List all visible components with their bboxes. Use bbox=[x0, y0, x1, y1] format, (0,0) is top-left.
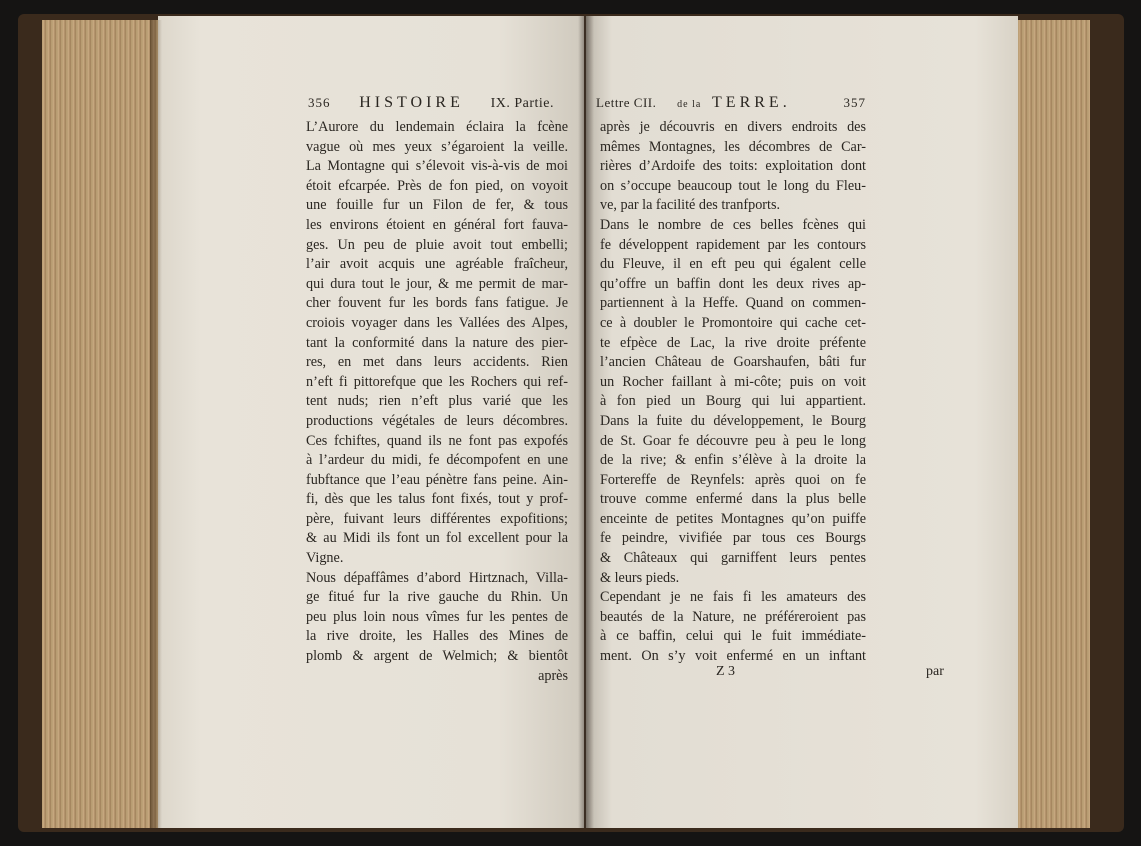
text-line: qu’offre un baffin dont les deux rives ap- bbox=[600, 275, 866, 292]
text-line: mêmes Montagnes, les décombres de Car- bbox=[600, 138, 866, 155]
text-line: étoit efcarpée. Près de fon pied, on voyoit bbox=[306, 177, 568, 194]
text-line: beautés de la Nature, ne préféreroient pas bbox=[600, 608, 866, 625]
text-line: croiois voyager dans les Vallées des Alpes, bbox=[306, 314, 568, 331]
text-line: Cependant je ne fais fi les amateurs des bbox=[600, 589, 866, 606]
text-line: Ces fchiftes, quand ils ne font pas expofés bbox=[306, 432, 568, 449]
text-line: vague où mes yeux s’égaroient la veille. bbox=[306, 138, 568, 155]
text-line: après bbox=[538, 667, 568, 684]
text-line: fe développent rapidement par les contours bbox=[600, 236, 866, 253]
text-line: cher fouvent fur les bords fans fatigue. Je bbox=[306, 295, 568, 312]
right-running-title: TERRE. bbox=[712, 94, 791, 111]
text-line: tent nuds; rien n’eft plus varié que les bbox=[306, 393, 568, 410]
text-line: tant la conformité dans la nature des pier- bbox=[306, 334, 568, 351]
text-line: l’ancien Château de Goarshaufen, bâti fur bbox=[600, 354, 866, 371]
right-running-small: de la bbox=[677, 99, 702, 110]
text-line: les environs étoient en général fort fauva- bbox=[306, 216, 568, 233]
text-line: à l’ardeur du midi, fe décompofent en une bbox=[306, 452, 568, 469]
left-body-text bbox=[306, 118, 568, 686]
text-line: fubftance que l’eau pénètre fans peine. Ain- bbox=[306, 471, 568, 488]
text-line: de St. Goar fe découvre peu à peu le long bbox=[600, 432, 866, 449]
signature-mark: Z 3 bbox=[716, 664, 736, 679]
text-line: res, en met dans leurs accidents. Rien bbox=[306, 354, 568, 371]
left-page bbox=[158, 16, 584, 828]
text-line: un Rocher faillant à mi-côte; puis on voit bbox=[600, 373, 866, 390]
text-line: enceinte de petites Montagnes qu’on puiffe bbox=[600, 510, 866, 527]
text-line: la rive droite, les Halles des Mines de bbox=[306, 628, 568, 645]
text-line: après je découvris en divers endroits des bbox=[600, 119, 866, 135]
text-line: Vigne. bbox=[306, 550, 344, 567]
left-page-edges bbox=[42, 20, 160, 828]
text-line: Fortereffe de Reynfels: après quoi on fe bbox=[600, 471, 866, 488]
text-line: Dans le nombre de ces belles fcènes qui bbox=[600, 216, 866, 233]
text-line: n’eft fi pittorefque que les Rochers qui ref- bbox=[306, 373, 568, 390]
text-line: une fouille fur un Filon de fer, & tous bbox=[306, 197, 568, 214]
text-line: trouve comme enfermé dans la plus belle bbox=[600, 491, 866, 508]
text-line: père, fuivant leurs différentes expofitions; bbox=[306, 510, 568, 527]
text-line: du Fleuve, il en eft peu qui égalent celle bbox=[600, 256, 866, 273]
text-line: ge fitué fur la rive gauche du Rhin. Un bbox=[306, 589, 568, 606]
right-letter-label: Lettre CII. bbox=[596, 95, 657, 110]
text-line: Nous dépaffâmes d’abord Hirtznach, Villa- bbox=[306, 569, 568, 586]
text-line: qui dura tout le jour, & me permit de mar- bbox=[306, 275, 568, 292]
text-line: ment. On s’y voit enfermé en un inftant bbox=[600, 648, 866, 665]
text-line: ve, par la facilité des tranfports. bbox=[600, 197, 781, 214]
text-line: & Châteaux qui garniffent leurs pentes bbox=[600, 550, 866, 567]
text-line: La Montagne qui s’élevoit vis-à-vis de moi bbox=[306, 158, 568, 175]
text-line: te efpèce de Lac, la rive droite préfente bbox=[600, 334, 866, 351]
text-line: on s’occupe beaucoup tout le long du Fleu- bbox=[600, 177, 866, 194]
left-part-label: IX. Partie. bbox=[490, 96, 555, 111]
left-page-number: 356 bbox=[308, 95, 331, 110]
text-line: & leurs pieds. bbox=[600, 569, 680, 586]
right-page bbox=[586, 16, 1018, 828]
text-line: & au Midi ils font un fol excellent pour la bbox=[306, 530, 568, 547]
text-line: ges. Un peu de pluie avoit tout embelli; bbox=[306, 236, 568, 253]
text-line: à ce baffin, celui qui le fuit immédiate- bbox=[600, 628, 866, 645]
left-edge-shadow bbox=[150, 20, 162, 828]
text-line: partiennent à la Heffe. Quand on commen- bbox=[600, 295, 866, 312]
text-line: de la rive; & enfin s’élève à la droite la bbox=[600, 452, 866, 469]
text-line: fe peindre, vivifiée par tous ces Bourgs bbox=[600, 530, 866, 547]
text-line: fi, dès que les talus font fixés, tout y prof- bbox=[306, 491, 568, 508]
text-line: ce à doubler le Promontoire qui cache cet- bbox=[600, 314, 866, 331]
right-page-number: 357 bbox=[843, 95, 866, 110]
text-line: rières d’Ardoife des toits: exploitation dont bbox=[600, 158, 866, 175]
catchword: par bbox=[926, 664, 944, 679]
text-line: L’Aurore du lendemain éclaira la fcène bbox=[306, 119, 568, 135]
text-line: productions végétales de leurs décombres. bbox=[306, 412, 568, 429]
text-line: à fon pied un Bourg qui lui appartient. bbox=[600, 393, 866, 410]
text-line: l’air avoit acquis une agréable fraîcheur, bbox=[306, 256, 568, 273]
book-gutter bbox=[578, 16, 594, 828]
right-running-head bbox=[596, 94, 1006, 112]
text-line: peu plus loin nous vîmes fur les pentes de bbox=[306, 608, 568, 625]
right-page-edges bbox=[1018, 20, 1090, 828]
text-line: plomb & argent de Welmich; & bientôt bbox=[306, 648, 568, 665]
left-running-title: HISTOIRE bbox=[359, 94, 464, 111]
text-line: Dans la fuite du développement, le Bourg bbox=[600, 412, 866, 429]
right-body-text bbox=[600, 118, 866, 667]
